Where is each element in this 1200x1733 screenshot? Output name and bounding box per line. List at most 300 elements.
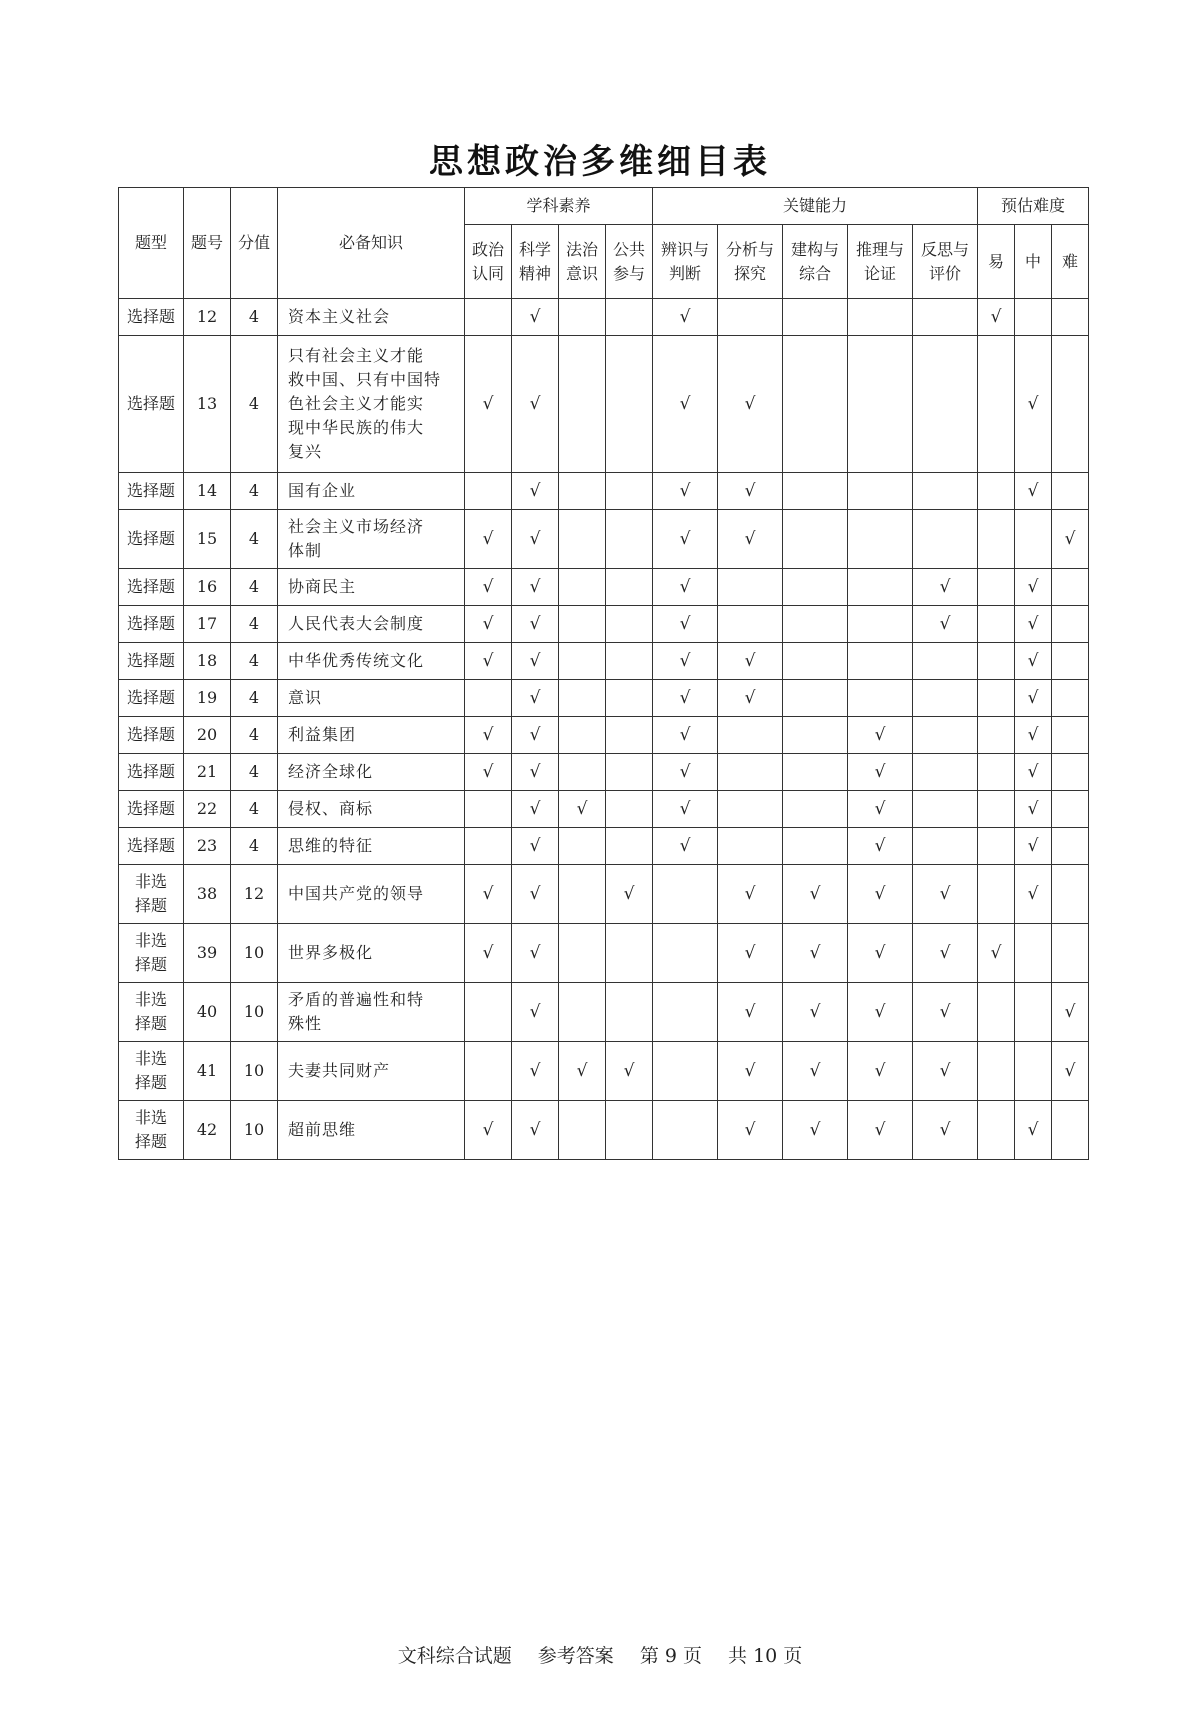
cell-mark [848, 299, 913, 336]
cell-mark [653, 865, 718, 924]
cell-score: 10 [231, 1042, 278, 1101]
cell-mark [848, 983, 913, 1042]
cell-knowledge: 中国共产党的领导 [278, 865, 465, 924]
cell-score: 4 [231, 717, 278, 754]
cell-mark [783, 606, 848, 643]
cell-mark [978, 828, 1015, 865]
check-mark: √ [482, 884, 494, 904]
cell-score: 4 [231, 569, 278, 606]
cell-mark [606, 336, 653, 473]
cell-mark [1052, 1042, 1089, 1101]
cell-mark [512, 865, 559, 924]
cell-mark [653, 924, 718, 983]
footer-answer: 参考答案 [537, 1645, 614, 1667]
cell-mark [606, 924, 653, 983]
cell-mark [559, 510, 606, 569]
cell-mark [1015, 754, 1052, 791]
cell-type: 选择题 [119, 791, 184, 828]
header-difficulty-medium: 中 [1015, 225, 1052, 299]
cell-type: 选择题 [119, 754, 184, 791]
check-mark: √ [529, 884, 541, 904]
check-mark: √ [679, 614, 691, 634]
cell-mark [978, 606, 1015, 643]
table-row [119, 754, 1089, 791]
cell-mark [465, 1042, 512, 1101]
check-mark: √ [482, 529, 494, 549]
table-row [119, 336, 1089, 473]
cell-mark [1052, 473, 1089, 510]
check-mark: √ [679, 577, 691, 597]
cell-mark [1015, 1042, 1052, 1101]
check-mark: √ [482, 725, 494, 745]
cell-mark [913, 1042, 978, 1101]
cell-mark [1015, 1101, 1052, 1160]
cell-mark [848, 754, 913, 791]
cell-mark [559, 1042, 606, 1101]
cell-knowledge: 世界多极化 [278, 924, 465, 983]
cell-mark [606, 791, 653, 828]
cell-knowledge: 协商民主 [278, 569, 465, 606]
check-mark: √ [744, 651, 756, 671]
cell-knowledge: 思维的特征 [278, 828, 465, 865]
cell-mark [1052, 510, 1089, 569]
cell-score: 4 [231, 828, 278, 865]
check-mark: √ [939, 577, 951, 597]
cell-knowledge: 中华优秀传统文化 [278, 643, 465, 680]
header-literacy-political: 政治 认同 [465, 225, 512, 299]
cell-mark [465, 791, 512, 828]
cell-mark [978, 569, 1015, 606]
cell-mark [718, 865, 783, 924]
cell-mark [512, 473, 559, 510]
cell-mark [718, 924, 783, 983]
cell-type: 选择题 [119, 643, 184, 680]
check-mark: √ [679, 762, 691, 782]
cell-mark [1015, 336, 1052, 473]
check-mark: √ [529, 1120, 541, 1140]
cell-mark [978, 717, 1015, 754]
cell-mark [465, 569, 512, 606]
table-row [119, 717, 1089, 754]
cell-mark [978, 924, 1015, 983]
check-mark: √ [1027, 762, 1039, 782]
cell-mark [718, 510, 783, 569]
cell-mark [559, 791, 606, 828]
cell-mark [465, 1101, 512, 1160]
cell-mark [783, 983, 848, 1042]
cell-number: 40 [184, 983, 231, 1042]
check-mark: √ [1064, 529, 1076, 549]
check-mark: √ [529, 799, 541, 819]
cell-mark [913, 336, 978, 473]
cell-mark [559, 983, 606, 1042]
check-mark: √ [529, 836, 541, 856]
check-mark: √ [529, 307, 541, 327]
cell-mark [1052, 336, 1089, 473]
table-row [119, 473, 1089, 510]
check-mark: √ [1064, 1002, 1076, 1022]
cell-mark [512, 1101, 559, 1160]
table-row [119, 643, 1089, 680]
check-mark: √ [809, 943, 821, 963]
cell-mark [559, 717, 606, 754]
check-mark: √ [679, 725, 691, 745]
cell-mark [718, 680, 783, 717]
check-mark: √ [679, 688, 691, 708]
table-row [119, 569, 1089, 606]
header-ability-construct: 建构与 综合 [783, 225, 848, 299]
cell-mark [559, 606, 606, 643]
check-mark: √ [874, 884, 886, 904]
cell-mark [559, 924, 606, 983]
cell-mark [783, 1042, 848, 1101]
cell-mark [783, 510, 848, 569]
check-mark: √ [482, 651, 494, 671]
cell-mark [1052, 606, 1089, 643]
check-mark: √ [939, 1061, 951, 1081]
cell-mark [465, 510, 512, 569]
cell-mark [978, 680, 1015, 717]
cell-score: 4 [231, 643, 278, 680]
cell-mark [718, 754, 783, 791]
table-row [119, 865, 1089, 924]
cell-mark [606, 828, 653, 865]
cell-mark [848, 680, 913, 717]
page-title: 思想政治多维细目表 [429, 142, 771, 182]
cell-mark [1052, 569, 1089, 606]
cell-mark [559, 643, 606, 680]
check-mark: √ [874, 725, 886, 745]
cell-mark [1015, 924, 1052, 983]
cell-knowledge: 侵权、商标 [278, 791, 465, 828]
cell-mark [653, 1101, 718, 1160]
cell-mark [978, 643, 1015, 680]
header-group-difficulty: 预估难度 [978, 188, 1089, 225]
cell-knowledge: 利益集团 [278, 717, 465, 754]
check-mark: √ [1027, 725, 1039, 745]
cell-mark [512, 299, 559, 336]
check-mark: √ [529, 762, 541, 782]
page-footer [0, 1641, 1200, 1668]
cell-mark [848, 510, 913, 569]
check-mark: √ [482, 394, 494, 414]
cell-mark [848, 336, 913, 473]
cell-number: 13 [184, 336, 231, 473]
cell-number: 38 [184, 865, 231, 924]
cell-mark [559, 865, 606, 924]
cell-mark [1015, 510, 1052, 569]
cell-mark [559, 299, 606, 336]
cell-mark [512, 754, 559, 791]
table-row [119, 1042, 1089, 1101]
cell-score: 4 [231, 680, 278, 717]
cell-mark [512, 1042, 559, 1101]
cell-score: 4 [231, 510, 278, 569]
cell-type: 选择题 [119, 299, 184, 336]
header-literacy-public: 公共 参与 [606, 225, 653, 299]
check-mark: √ [1027, 884, 1039, 904]
cell-mark [1052, 299, 1089, 336]
check-mark: √ [874, 762, 886, 782]
header-group-literacy: 学科素养 [465, 188, 653, 225]
cell-mark [913, 473, 978, 510]
cell-mark [1015, 791, 1052, 828]
cell-mark [913, 569, 978, 606]
cell-number: 12 [184, 299, 231, 336]
cell-knowledge: 夫妻共同财产 [278, 1042, 465, 1101]
cell-score: 4 [231, 606, 278, 643]
check-mark: √ [529, 1061, 541, 1081]
cell-type: 选择题 [119, 510, 184, 569]
cell-mark [653, 510, 718, 569]
cell-mark [465, 717, 512, 754]
check-mark: √ [679, 799, 691, 819]
cell-knowledge: 人民代表大会制度 [278, 606, 465, 643]
cell-mark [848, 1101, 913, 1160]
cell-mark [465, 473, 512, 510]
check-mark: √ [1027, 614, 1039, 634]
cell-mark [913, 791, 978, 828]
cell-mark [512, 606, 559, 643]
cell-mark [978, 1101, 1015, 1160]
check-mark: √ [679, 836, 691, 856]
cell-mark [783, 1101, 848, 1160]
cell-mark [1052, 828, 1089, 865]
table-row [119, 299, 1089, 336]
cell-number: 42 [184, 1101, 231, 1160]
cell-mark [718, 336, 783, 473]
cell-mark [465, 924, 512, 983]
cell-mark [978, 983, 1015, 1042]
header-ability-reason: 推理与 论证 [848, 225, 913, 299]
cell-mark [606, 569, 653, 606]
cell-mark [465, 336, 512, 473]
check-mark: √ [744, 1002, 756, 1022]
cell-mark [913, 510, 978, 569]
check-mark: √ [939, 943, 951, 963]
check-mark: √ [874, 836, 886, 856]
cell-number: 18 [184, 643, 231, 680]
cell-knowledge: 经济全球化 [278, 754, 465, 791]
check-mark: √ [874, 799, 886, 819]
cell-mark [606, 983, 653, 1042]
footer-page: 第 9 页 [639, 1645, 702, 1667]
footer-total: 共 10 页 [728, 1645, 803, 1667]
cell-mark [559, 473, 606, 510]
check-mark: √ [1027, 836, 1039, 856]
check-mark: √ [874, 1002, 886, 1022]
cell-mark [653, 791, 718, 828]
check-mark: √ [939, 1002, 951, 1022]
cell-mark [913, 606, 978, 643]
check-mark: √ [679, 307, 691, 327]
cell-mark [512, 569, 559, 606]
cell-mark [1015, 569, 1052, 606]
cell-mark [913, 1101, 978, 1160]
cell-mark [783, 717, 848, 754]
cell-mark [653, 828, 718, 865]
check-mark: √ [744, 943, 756, 963]
cell-mark [653, 606, 718, 643]
cell-mark [559, 828, 606, 865]
cell-mark [783, 791, 848, 828]
cell-mark [512, 983, 559, 1042]
check-mark: √ [529, 529, 541, 549]
table-body [119, 299, 1089, 1160]
cell-mark [718, 299, 783, 336]
cell-knowledge: 意识 [278, 680, 465, 717]
cell-mark [718, 717, 783, 754]
cell-score: 12 [231, 865, 278, 924]
cell-knowledge: 资本主义社会 [278, 299, 465, 336]
cell-mark [465, 828, 512, 865]
check-mark: √ [529, 943, 541, 963]
cell-number: 19 [184, 680, 231, 717]
cell-mark [512, 643, 559, 680]
cell-mark [512, 924, 559, 983]
cell-mark [606, 717, 653, 754]
cell-mark [978, 754, 1015, 791]
cell-mark [978, 336, 1015, 473]
cell-mark [978, 510, 1015, 569]
check-mark: √ [744, 1120, 756, 1140]
cell-mark [1015, 606, 1052, 643]
cell-score: 10 [231, 1101, 278, 1160]
cell-mark [913, 643, 978, 680]
cell-mark [783, 643, 848, 680]
check-mark: √ [874, 1061, 886, 1081]
check-mark: √ [809, 1061, 821, 1081]
check-mark: √ [576, 1061, 588, 1081]
header-difficulty-hard: 难 [1052, 225, 1089, 299]
check-mark: √ [744, 394, 756, 414]
footer-subject: 文科综合试题 [397, 1645, 512, 1667]
check-mark: √ [482, 614, 494, 634]
cell-mark [848, 791, 913, 828]
cell-mark [783, 754, 848, 791]
cell-mark [606, 754, 653, 791]
check-mark: √ [529, 651, 541, 671]
cell-knowledge: 只有社会主义才能 救中国、只有中国特 色社会主义才能实 现中华民族的伟大 复兴 [278, 336, 465, 473]
check-mark: √ [679, 481, 691, 501]
header-type: 题型 [119, 188, 184, 299]
check-mark: √ [744, 884, 756, 904]
cell-mark [559, 1101, 606, 1160]
cell-mark [606, 1101, 653, 1160]
table-row [119, 1101, 1089, 1160]
check-mark: √ [1027, 481, 1039, 501]
header-ability-identify: 辨识与 判断 [653, 225, 718, 299]
header-score: 分值 [231, 188, 278, 299]
table-row [119, 606, 1089, 643]
cell-mark [718, 569, 783, 606]
check-mark: √ [1027, 1120, 1039, 1140]
cell-knowledge: 社会主义市场经济 体制 [278, 510, 465, 569]
detail-table [118, 187, 1089, 1160]
cell-type: 非选 择题 [119, 924, 184, 983]
cell-mark [559, 569, 606, 606]
header-group-ability: 关键能力 [653, 188, 978, 225]
table-header [119, 188, 1089, 299]
cell-mark [1052, 791, 1089, 828]
check-mark: √ [529, 394, 541, 414]
check-mark: √ [1027, 651, 1039, 671]
cell-mark [783, 336, 848, 473]
cell-mark [606, 1042, 653, 1101]
check-mark: √ [529, 725, 541, 745]
cell-mark [465, 983, 512, 1042]
cell-mark [848, 924, 913, 983]
check-mark: √ [623, 884, 635, 904]
check-mark: √ [679, 651, 691, 671]
cell-mark [783, 828, 848, 865]
cell-mark [783, 924, 848, 983]
check-mark: √ [529, 1002, 541, 1022]
cell-mark [606, 865, 653, 924]
cell-mark [913, 865, 978, 924]
cell-number: 14 [184, 473, 231, 510]
cell-type: 选择题 [119, 606, 184, 643]
cell-mark [848, 473, 913, 510]
table-row [119, 510, 1089, 569]
cell-mark [606, 510, 653, 569]
cell-score: 10 [231, 924, 278, 983]
header-ability-reflect: 反思与 评价 [913, 225, 978, 299]
cell-mark [465, 643, 512, 680]
check-mark: √ [1027, 394, 1039, 414]
check-mark: √ [990, 943, 1002, 963]
cell-mark [512, 336, 559, 473]
cell-mark [465, 680, 512, 717]
cell-mark [1015, 473, 1052, 510]
cell-type: 选择题 [119, 828, 184, 865]
cell-type: 非选 择题 [119, 1042, 184, 1101]
check-mark: √ [529, 577, 541, 597]
check-mark: √ [744, 688, 756, 708]
cell-mark [653, 1042, 718, 1101]
cell-mark [783, 299, 848, 336]
check-mark: √ [529, 614, 541, 634]
cell-mark [606, 473, 653, 510]
table-row [119, 828, 1089, 865]
cell-mark [913, 299, 978, 336]
cell-mark [1052, 754, 1089, 791]
cell-type: 选择题 [119, 717, 184, 754]
cell-mark [1052, 865, 1089, 924]
cell-mark [606, 606, 653, 643]
header-number: 题号 [184, 188, 231, 299]
check-mark: √ [529, 688, 541, 708]
cell-score: 10 [231, 983, 278, 1042]
cell-mark [978, 299, 1015, 336]
check-mark: √ [1027, 799, 1039, 819]
cell-mark [1052, 680, 1089, 717]
cell-type: 选择题 [119, 336, 184, 473]
cell-knowledge: 超前思维 [278, 1101, 465, 1160]
cell-mark [653, 336, 718, 473]
cell-mark [718, 983, 783, 1042]
cell-mark [1052, 924, 1089, 983]
check-mark: √ [939, 614, 951, 634]
cell-mark [465, 865, 512, 924]
cell-mark [653, 299, 718, 336]
cell-mark [978, 865, 1015, 924]
cell-knowledge: 国有企业 [278, 473, 465, 510]
cell-mark [718, 473, 783, 510]
cell-mark [1015, 717, 1052, 754]
cell-mark [1015, 865, 1052, 924]
cell-mark [559, 336, 606, 473]
